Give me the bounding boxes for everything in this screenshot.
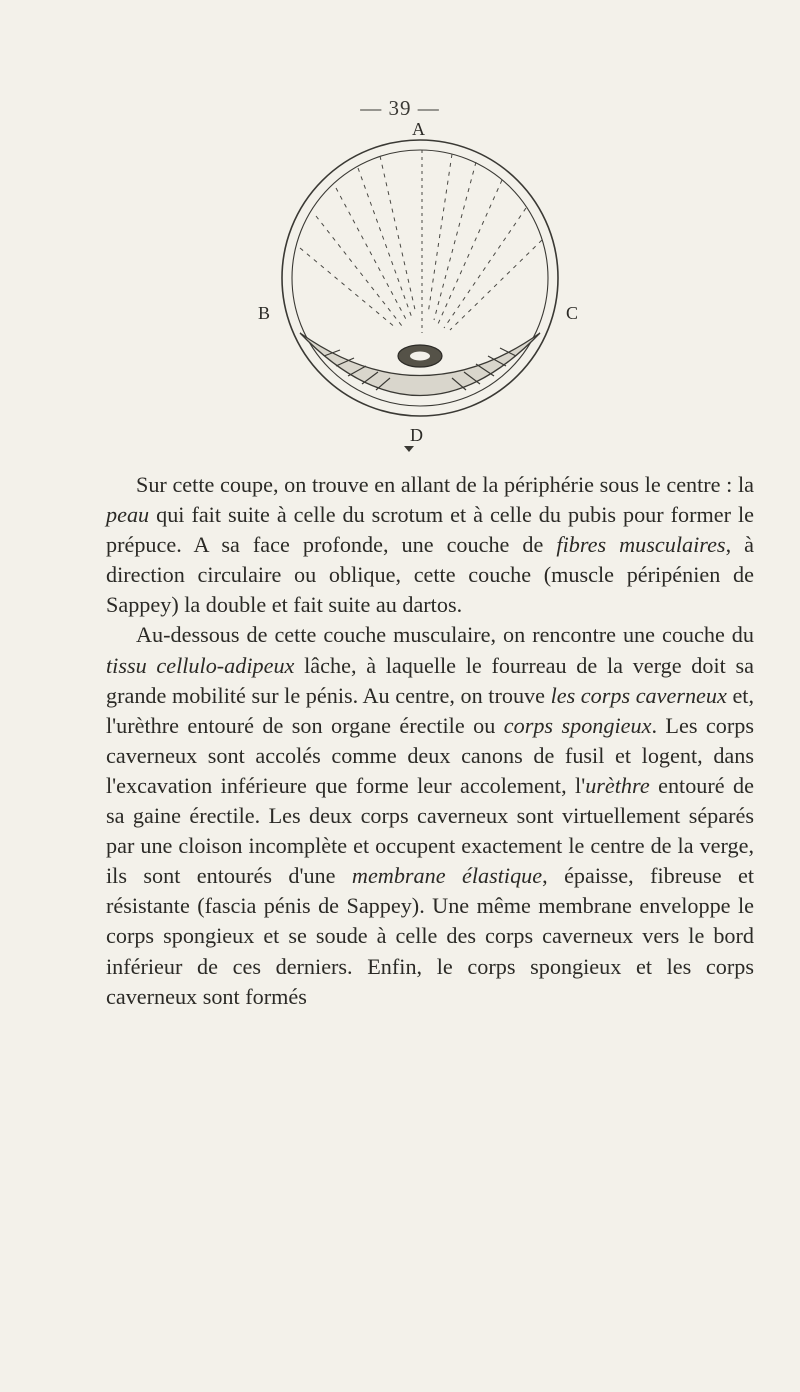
inner-circle: [292, 150, 548, 406]
outer-circle: [282, 140, 558, 416]
right-dashed-lines: [428, 154, 542, 330]
left-dashed-lines: [300, 156, 416, 328]
text-run: , à direction circulaire ou oblique, cette couche (muscle péripénien de Sappey) la double et fait suite au dartos.: [106, 532, 754, 618]
figure-label-b: B: [258, 303, 271, 323]
paragraph-2: [106, 620, 754, 1011]
text-run: et, l'urèthre entouré de son organe érectile ou: [106, 682, 755, 738]
figure-label-a: A: [412, 119, 425, 139]
italic-term: urèthre: [585, 772, 650, 798]
small-mark: [404, 446, 414, 452]
text-run: . Les corps caverneux sont accolés comme deux canons de fusil et logent, dans l'excavation inférieure que forme leur accolement, l': [106, 712, 754, 798]
text-run: entouré de sa gaine érectile. Les deux corps caverneux sont virtuellement séparés par une cloison incomplète et occupent exactement le centre de la verge, ils sont entourés d'une: [106, 772, 754, 889]
figure-label-c: C: [566, 303, 579, 323]
anatomical-cross-section-figure: [240, 119, 600, 458]
paragraph-1: [106, 470, 754, 620]
italic-term: les corps caverneux: [550, 682, 727, 708]
italic-term: peau: [106, 502, 150, 528]
page-number: — 39 —: [360, 96, 440, 120]
italic-term: tissu cellulo-adipeux: [106, 652, 295, 678]
text-run: Sur cette coupe, on trouve en allant de la périphérie sous le centre : la: [136, 472, 754, 497]
figure-label-d: D: [410, 425, 423, 445]
italic-term: membrane élastique: [351, 863, 543, 889]
text-run: Au-dessous de cette couche musculaire, on rencontre une couche du: [136, 622, 754, 648]
italic-term: corps spongieux: [503, 712, 652, 738]
text-run: lâche, à laquelle le fourreau de la verge doit sa grande mobilité sur le pénis. Au centre, on trouve: [106, 652, 754, 708]
text-run: , épaisse, fibreuse et résistante (fascia pénis de Sappey). Une même membrane enveloppe le corps spongieux et se soude à celle des corps caverneux vers le bord inférieur de ces derniers. Enfin, le corps spongieux et les corps caverneux sont formés: [106, 863, 754, 1009]
cross-section-drawing: [240, 128, 600, 458]
urethra-lumen: [410, 352, 430, 361]
text-run: qui fait suite à celle du scrotum et à celle du pubis pour former le prépuce. A sa face profonde, une couche de: [106, 502, 754, 558]
body-text: [106, 470, 754, 1012]
italic-term: fibres musculaires: [556, 532, 726, 558]
